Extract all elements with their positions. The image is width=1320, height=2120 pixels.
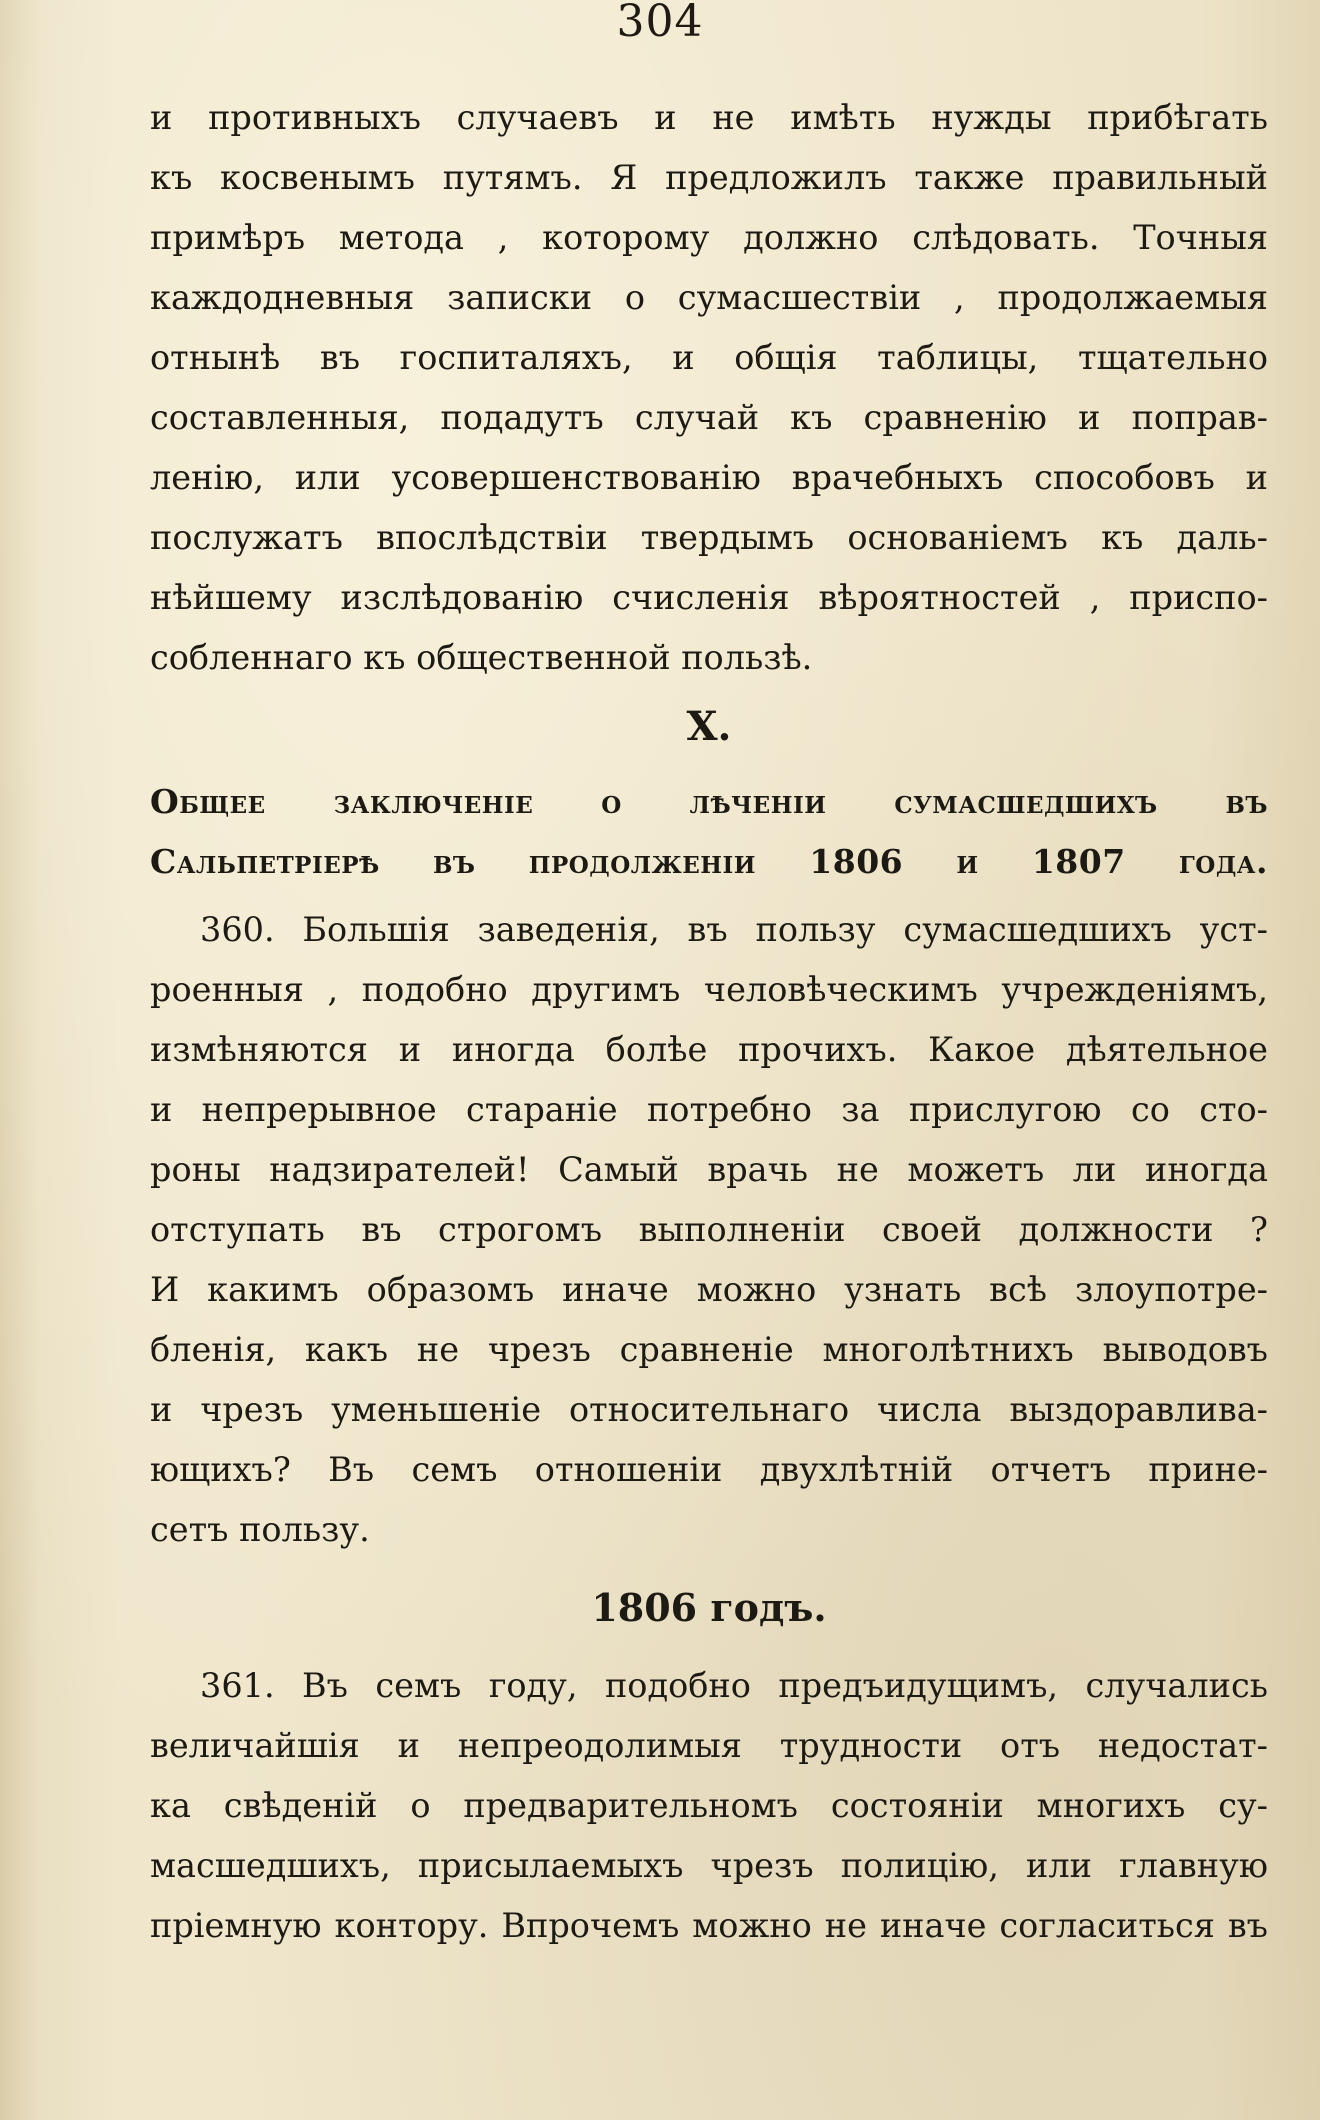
text-line: масшедшихъ, присылаемыхъ чрезъ полицію, или главную <box>150 1846 1268 1885</box>
text-line: каждодневныя записки о сумасшествіи , продолжаемыя <box>150 278 1268 317</box>
text-line: роенныя , подобно другимъ человѣческимъ учрежденіямъ, <box>150 970 1268 1009</box>
text-line: составленныя, подадутъ случай къ сравненію и поправ- <box>150 398 1268 437</box>
text-line: къ косвенымъ путямъ. Я предложилъ также правильный <box>150 158 1268 197</box>
text-line: ка свѣденій о предварительномъ состояніи многихъ су- <box>150 1786 1268 1825</box>
text-line: величайшія и непреодолимыя трудности отъ недостат- <box>150 1726 1268 1765</box>
heading-line: Сальпетріерѣ въ продолженіи 1806 и 1807 года. <box>150 842 1268 881</box>
heading-line: Общее заключеніе о лѣченіи сумасшедшихъ въ <box>150 782 1268 821</box>
year-heading: 1806 годъ. <box>591 1585 827 1630</box>
text-line: измѣняются и иногда болѣе прочихъ. Какое дѣятельное <box>150 1030 1268 1069</box>
text-line: послужатъ впослѣдствіи твердымъ основаніемъ къ даль- <box>150 518 1268 557</box>
page-body <box>150 88 1268 1956</box>
text-line: собленнаго къ общественной пользѣ. <box>150 638 813 677</box>
text-line: И какимъ образомъ иначе можно узнать всѣ злоупотре- <box>150 1270 1268 1309</box>
text-line: примѣръ метода , которому должно слѣдовать. Точныя <box>150 218 1268 257</box>
text-line: ленію, или усовершенствованію врачебныхъ способовъ и <box>150 458 1268 497</box>
paragraph-361 <box>150 1656 1268 1956</box>
text-line: отступать въ строгомъ выполненіи своей должности ? <box>150 1210 1268 1249</box>
text-line: ющихъ? Въ семъ отношеніи двухлѣтній отчетъ прине- <box>150 1450 1268 1489</box>
text-line: и чрезъ уменьшеніе относительнаго числа выздоравлива- <box>150 1390 1268 1429</box>
text-line: 361. Въ семъ году, подобно предъидущимъ, случались <box>200 1666 1268 1705</box>
text-line: роны надзирателей! Самый врачь не можетъ ли иногда <box>150 1150 1268 1189</box>
text-line: отнынѣ въ госпиталяхъ, и общія таблицы, тщательно <box>150 338 1268 377</box>
section-heading <box>150 772 1268 892</box>
section-number: X. <box>686 703 732 750</box>
text-line: 360. Большія заведенія, въ пользу сумасшедшихъ уст- <box>200 910 1268 949</box>
text-line: нѣйшему изслѣдованію счисленія вѣроятностей , приспо- <box>150 578 1268 617</box>
intro-paragraph <box>150 88 1268 688</box>
page-number: 304 <box>616 0 704 47</box>
text-line: бленія, какъ не чрезъ сравненіе многолѣтнихъ выводовъ <box>150 1330 1268 1369</box>
text-line: и непрерывное стараніе потребно за прислугою со сто- <box>150 1090 1268 1129</box>
paragraph-360 <box>150 900 1268 1560</box>
text-line: и противныхъ случаевъ и не имѣть нужды прибѣгать <box>150 98 1268 137</box>
text-line: пріемную контору. Впрочемъ можно не иначе согласиться въ <box>150 1906 1268 1945</box>
text-line: сетъ пользу. <box>150 1510 370 1549</box>
